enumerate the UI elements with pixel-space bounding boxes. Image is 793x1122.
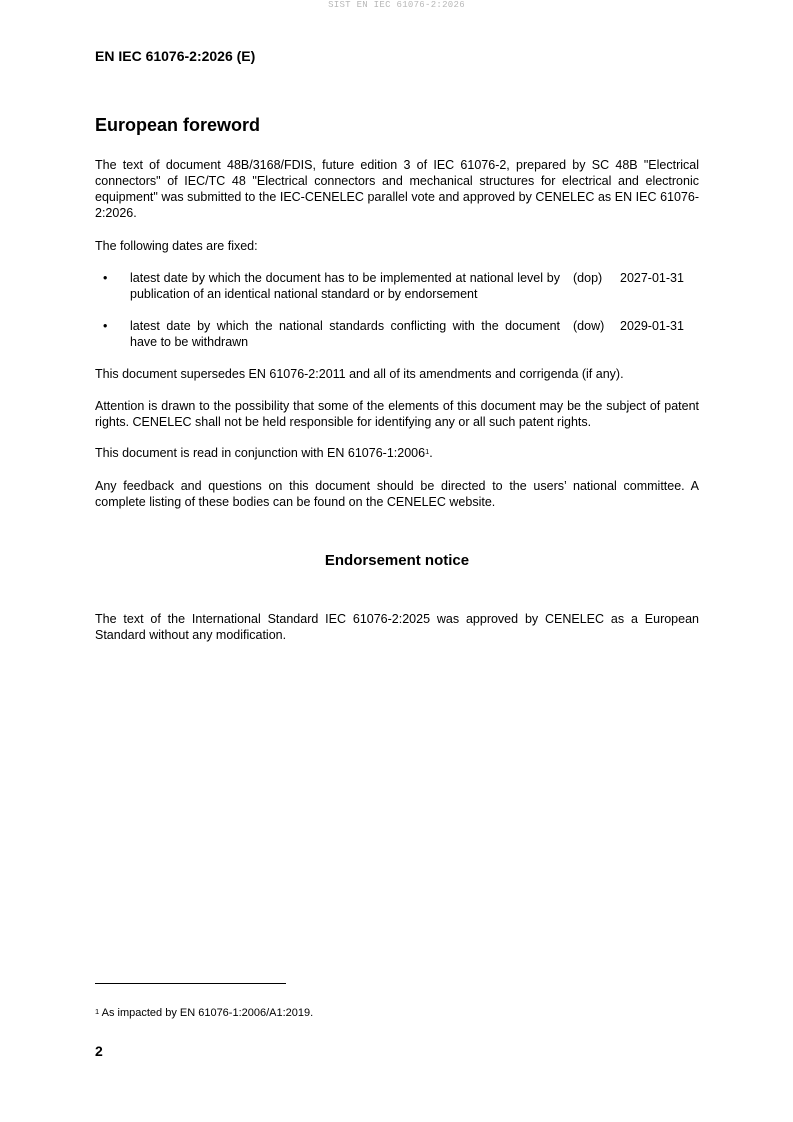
patent-paragraph: Attention is drawn to the possibility that some of the elements of this document may be the subject of patent rights. CENELEC shall not be held responsible for identifying any or all such patent rights.	[95, 399, 699, 429]
date-code: (dop)	[573, 271, 603, 285]
bullet-icon: •	[103, 271, 108, 285]
footnote-marker: 1	[95, 1007, 100, 1016]
feedback-paragraph: Any feedback and questions on this document should be directed to the users’ national committee. A complete listing of these bodies can be found on the CENELEC website.	[95, 479, 699, 509]
date-code: (dow)	[573, 319, 605, 333]
document-id-header: EN IEC 61076-2:2026 (E)	[95, 48, 256, 64]
bullet-icon: •	[103, 319, 108, 333]
footnote-reference: 1	[425, 447, 430, 456]
date-value: 2029-01-31	[620, 319, 684, 333]
conjunction-paragraph	[95, 445, 699, 461]
page-number: 2	[95, 1043, 103, 1059]
footnote-text: As impacted by EN 61076-1:2006/A1:2019.	[99, 1007, 314, 1019]
endorsement-heading: Endorsement notice	[324, 552, 470, 569]
conjunction-text: This document is read in conjunction with EN 61076-1:2006	[95, 446, 426, 460]
foreword-intro-paragraph: The text of document 48B/3168/FDIS, future edition 3 of IEC 61076-2, prepared by SC 48B "Electrical connectors" of IEC/TC 48 "Electrical connectors and mechanical structures for electrical and electronic equipment" was submitted to the IEC-CENELEC parallel vote and approved by CENELEC as EN IEC 61076-2:2026.	[95, 158, 699, 220]
date-value: 2027-01-31	[620, 271, 684, 285]
supersedes-paragraph: This document supersedes EN 61076-2:2011 and all of its amendments and corrigenda (if any).	[95, 367, 624, 381]
date-description: latest date by which the national standards conflicting with the document have to be withdrawn	[130, 319, 560, 349]
footnote-divider	[95, 983, 286, 984]
dates-intro-paragraph: The following dates are fixed:	[95, 239, 258, 253]
conjunction-end: .	[429, 446, 433, 460]
foreword-heading: European foreword	[95, 115, 261, 135]
endorsement-paragraph: The text of the International Standard IEC 61076-2:2025 was approved by CENELEC as a European Standard without any modification.	[95, 612, 699, 642]
date-description: latest date by which the document has to be implemented at national level by publication of an identical national standard or by endorsement	[130, 271, 560, 301]
footnote	[95, 1006, 313, 1020]
watermark: SIST EN IEC 61076-2:2026	[328, 0, 465, 10]
